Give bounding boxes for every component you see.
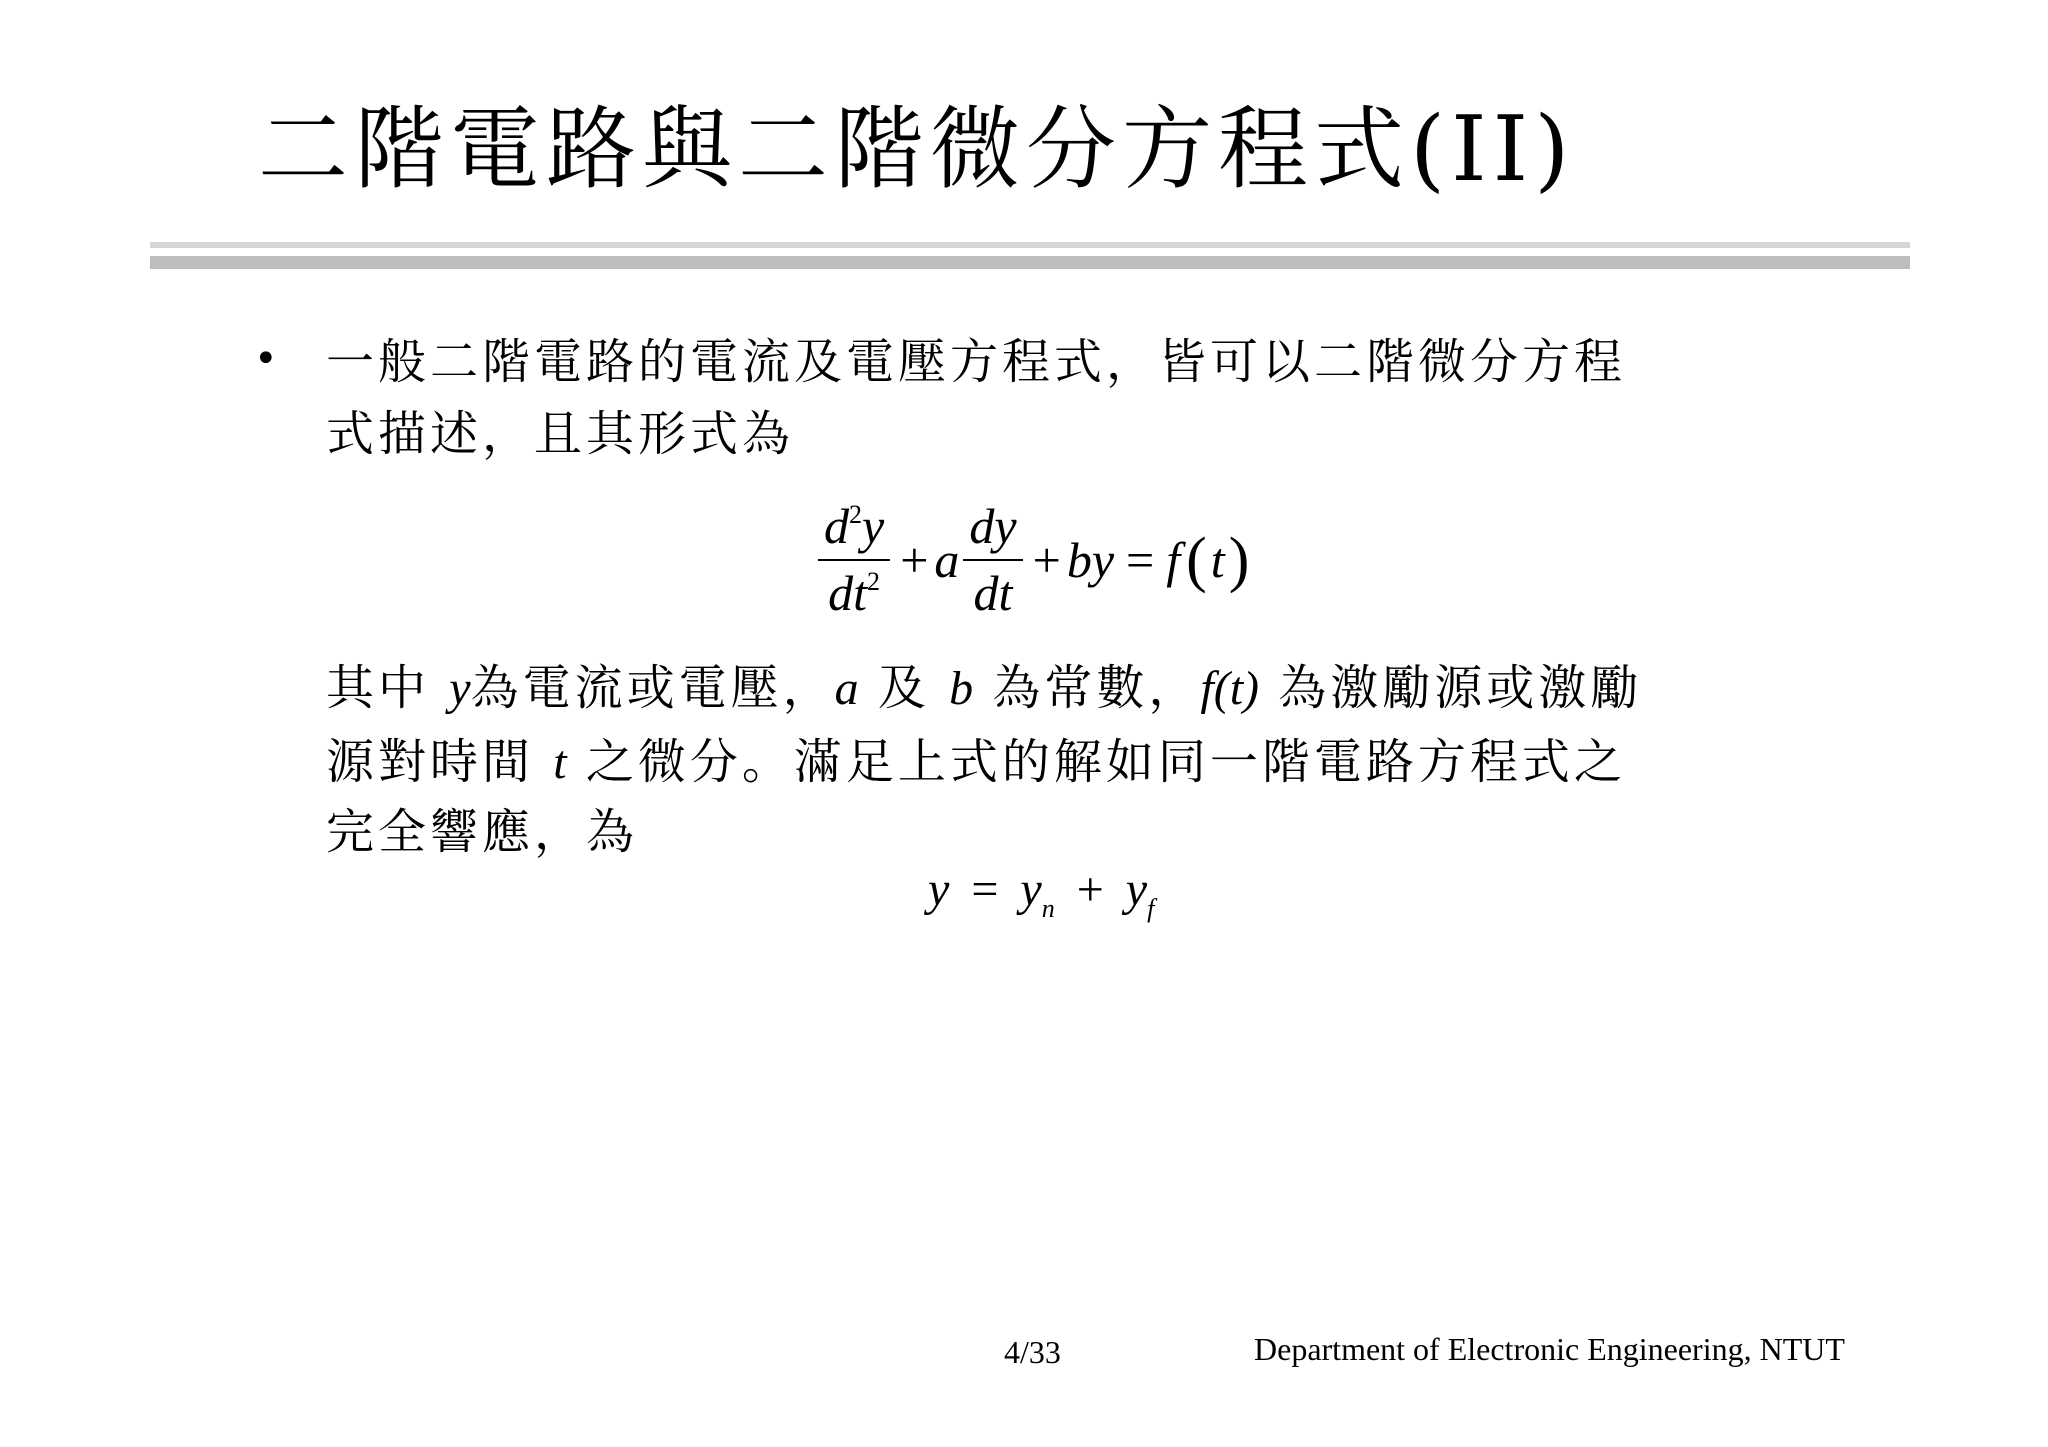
explain-line-2 bbox=[326, 734, 1626, 790]
department-footer: Department of Electronic Engineering, NTUT bbox=[1254, 1331, 1845, 1367]
differential-equation bbox=[814, 490, 1249, 630]
eq2-subscript-n: n bbox=[1041, 894, 1055, 923]
eq-dt: dt bbox=[828, 565, 868, 621]
eq2-plus: + bbox=[1076, 863, 1104, 916]
intro-line-1: 一般二階電路的電流及電壓方程式，皆可以二階微分方程 bbox=[326, 334, 1627, 390]
explain-line-3: 完全響應，為 bbox=[326, 804, 639, 860]
eq-by: by bbox=[1066, 532, 1115, 588]
explain-text: 為激勵源或激勵 bbox=[1259, 660, 1643, 716]
slide-title: 二階電路與二階微分方程式(II) bbox=[258, 97, 1576, 202]
eq-plus-2: + bbox=[1032, 532, 1061, 588]
eq-num-exponent: 2 bbox=[849, 499, 862, 529]
eq-coef-a: a bbox=[934, 532, 960, 588]
eq2-yf: y bbox=[1125, 863, 1148, 916]
explain-text: 為常數， bbox=[973, 660, 1201, 716]
eq-t: t bbox=[1210, 532, 1225, 588]
var-a: a bbox=[834, 662, 859, 715]
eq2-subscript-f: f bbox=[1147, 894, 1155, 923]
eq2-yn: y bbox=[1020, 863, 1042, 916]
bullet-marker: • bbox=[254, 336, 278, 382]
intro-line-2: 式描述，且其形式為 bbox=[326, 406, 795, 462]
var-t: t bbox=[553, 736, 567, 789]
eq-dt-2: dt bbox=[973, 565, 1013, 621]
title-divider-thin bbox=[150, 242, 1910, 248]
explain-text: 之微分。滿足上式的解如同一階電路方程式之 bbox=[566, 734, 1626, 790]
explain-line-1 bbox=[326, 660, 1643, 716]
fraction-bar bbox=[963, 559, 1022, 561]
eq-f: f bbox=[1166, 532, 1181, 588]
eq-y: y bbox=[862, 497, 885, 554]
eq-d: d bbox=[824, 497, 849, 554]
eq-dy: dy bbox=[969, 497, 1017, 554]
explain-text: 為電流或電壓， bbox=[470, 660, 835, 716]
fraction-bar bbox=[818, 559, 890, 561]
eq-plus-1: + bbox=[900, 532, 929, 588]
eq-den-exponent: 2 bbox=[867, 567, 881, 596]
complete-response-equation bbox=[928, 863, 1155, 923]
page-number: 4/33 bbox=[1004, 1334, 1061, 1370]
var-b: b bbox=[949, 662, 974, 715]
eq2-equals: = bbox=[971, 863, 999, 916]
explain-text: 其中 bbox=[326, 660, 450, 716]
eq-equals: = bbox=[1126, 532, 1155, 588]
eq-rparen: ) bbox=[1228, 526, 1250, 594]
var-y: y bbox=[449, 662, 471, 715]
var-ft: f(t) bbox=[1200, 662, 1260, 715]
explain-text: 源對時間 bbox=[326, 734, 554, 790]
title-divider-thick bbox=[150, 256, 1910, 269]
explain-text: 及 bbox=[858, 660, 950, 716]
first-derivative-fraction bbox=[963, 498, 1022, 623]
eq-lparen: ( bbox=[1186, 526, 1207, 594]
second-derivative-fraction bbox=[818, 498, 890, 623]
eq2-y: y bbox=[928, 863, 950, 916]
